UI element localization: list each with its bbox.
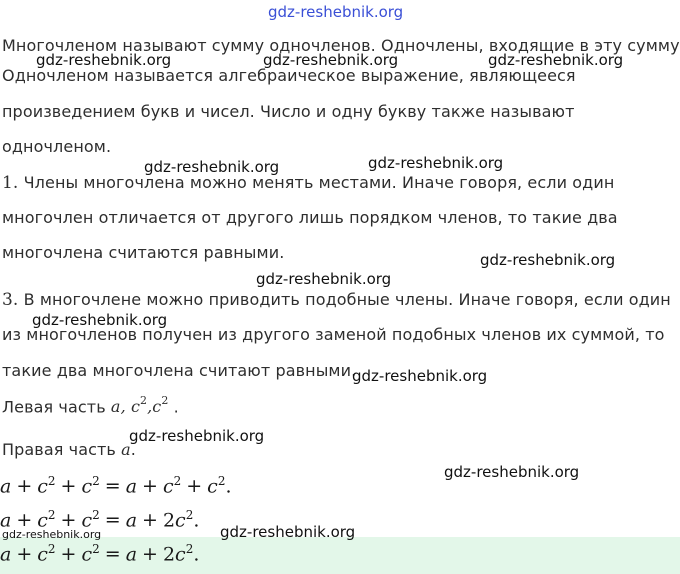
watermark: gdz-reshebnik.org [480, 251, 616, 269]
watermark: gdz-reshebnik.org [220, 523, 356, 541]
paragraph-2-line-3: многочлена считаются равными. [2, 243, 285, 262]
paragraph-2-line-1 [2, 173, 614, 193]
watermark: gdz-reshebnik.org [368, 154, 504, 172]
right-part-line [2, 440, 136, 459]
watermark: gdz-reshebnik.org [129, 427, 265, 445]
paragraph-3-text-1: В многочлене можно приводить подобные члены. Иначе говоря, если один [23, 290, 671, 309]
paragraph-3-line-1 [2, 290, 671, 310]
equation-1: $a + c^2 + c^2 = a + c^2 + c^2$. [0, 474, 232, 498]
left-part-terms: a, $c^2,c^2$ [110, 394, 169, 417]
watermark: gdz-reshebnik.org [144, 158, 280, 176]
watermark: gdz-reshebnik.org [36, 51, 172, 69]
watermark: gdz-reshebnik.org [263, 51, 399, 69]
watermark-top: gdz-reshebnik.org [268, 3, 404, 21]
paragraph-1-line-2: Одночленом называется алгебраическое выражение, являющееся [2, 66, 576, 85]
right-part-end: . [130, 440, 136, 459]
watermark: gdz-reshebnik.org [32, 311, 168, 329]
left-part-line [2, 396, 179, 416]
watermark: gdz-reshebnik.org [444, 463, 580, 481]
watermark: gdz-reshebnik.org [256, 270, 392, 288]
right-part-term: a [121, 440, 131, 459]
paragraph-1-line-3: произведением букв и чисел. Число и одну букву также называют [2, 102, 575, 121]
paragraph-2-text-1: Члены многочлена можно менять местами. Иначе говоря, если один [23, 173, 615, 192]
paragraph-2-number: 1. [2, 173, 19, 193]
equation-answer: $a + c^2 + c^2 = a + 2c^2$. [0, 542, 200, 566]
paragraph-3-line-3: такие два многочлена считают равными. [2, 361, 357, 380]
watermark: gdz-reshebnik.org [488, 51, 624, 69]
left-part-end: . [173, 397, 179, 417]
paragraph-3-number: 3. [2, 290, 19, 310]
left-part-label: Левая часть [2, 397, 106, 417]
paragraph-3-line-2: из многочленов получен из другого заменой подобных членов их суммой, то [2, 325, 665, 344]
watermark: gdz-reshebnik.org [2, 528, 102, 541]
paragraph-1-line-1: Многочленом называют сумму одночленов. Одночлены, входящие в эту сумму [2, 36, 680, 55]
watermark: gdz-reshebnik.org [352, 367, 488, 385]
right-part-label: Правая часть [2, 440, 116, 459]
equation-2: $a + c^2 + c^2 = a + 2c^2$. [0, 508, 200, 532]
paragraph-1-line-4: одночленом. [2, 137, 112, 156]
paragraph-2-line-2: многочлен отличается от другого лишь порядком членов, то такие два [2, 208, 618, 227]
